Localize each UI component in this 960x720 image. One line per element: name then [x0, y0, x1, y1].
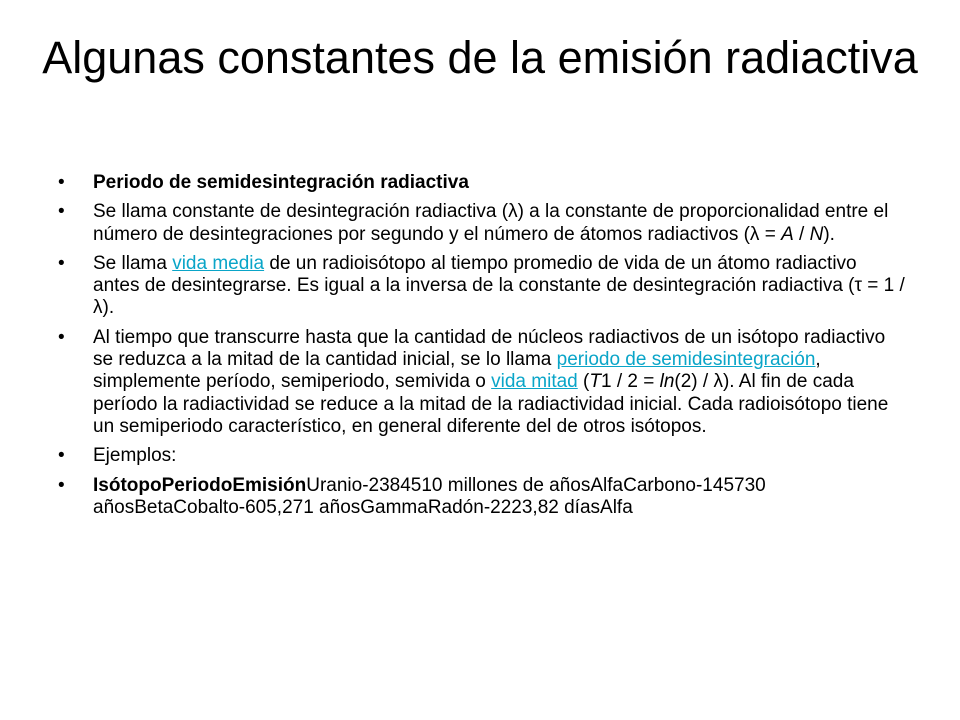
- bullet-ejemplos: [58, 445, 908, 467]
- link-vida-mitad[interactable]: vida mitad: [491, 371, 578, 393]
- formula-variable-n: N: [809, 223, 824, 245]
- bullet-dot: •: [58, 252, 65, 274]
- bullet-text: 1 / 2 =: [600, 371, 660, 393]
- bullet-text: , simplemente período, semiperiodo, semivida o: [93, 349, 821, 393]
- bullet-text: Al tiempo que transcurre hasta que la cantidad de núcleos radiactivos de un isótopo radiactivo se reduzca a la mitad de la cantidad inicial, se lo llama: [93, 326, 886, 371]
- bullet-dot: •: [58, 445, 65, 467]
- bullet-dot: •: [58, 172, 65, 193]
- bullet-text: /: [793, 223, 810, 245]
- bullet-text: de un radioisótopo al tiempo promedio de vida de un átomo radiactivo antes de desintegrarse. Es igual a la inversa de la constante de desintegración radiactiva (τ = 1 / λ).: [93, 252, 905, 319]
- formula-function-ln: ln: [659, 371, 675, 393]
- bullet-text: ).: [823, 223, 835, 245]
- formula-variable-t: T: [589, 371, 601, 393]
- table-body-text: Uranio-2384510 millones de añosAlfaCarbono-145730 añosBetaCobalto-605,271 añosGammaRadón-2223,82 díasAlfa: [93, 474, 766, 518]
- link-vida-media[interactable]: vida media: [172, 252, 265, 274]
- bullet-dot: •: [58, 201, 65, 223]
- bullet-dot: •: [58, 326, 65, 348]
- table-header-text: IsótopoPeriodoEmisión: [93, 474, 307, 496]
- slide-title: Algunas constantes de la emisión radiactiva: [42, 32, 918, 83]
- bullet-tabla-isotopos: [58, 475, 908, 520]
- bullet-text: Se llama constante de desintegración radiactiva (λ) a la constante de proporcionalidad entre el número de desintegraciones por segundo y el número de átomos radiactivos (λ =: [93, 201, 889, 245]
- bullet-list: [58, 172, 908, 526]
- bullet-text: Se llama: [93, 252, 173, 274]
- bullet-text: Ejemplos:: [93, 445, 177, 467]
- bullet-vida-media: [58, 253, 908, 320]
- bullet-heading-text: Periodo de semidesintegración radiactiva: [93, 172, 469, 193]
- bullet-periodo-heading: [58, 172, 908, 194]
- bullet-dot: •: [58, 474, 65, 496]
- bullet-semidesintegracion: [58, 327, 908, 438]
- link-periodo-semidesintegracion[interactable]: periodo de semidesintegración: [556, 349, 816, 371]
- bullet-text: (2) / λ). Al fin de cada período la radiactividad se reduce a la mitad de la radiactividad inicial. Cada radioisótopo tiene un semiperiodo característico, en general diferente del de otros isótopos.: [93, 371, 889, 437]
- bullet-constante-desintegracion: [58, 201, 908, 246]
- bullet-text: (: [577, 371, 590, 393]
- formula-variable-a: A: [781, 223, 794, 245]
